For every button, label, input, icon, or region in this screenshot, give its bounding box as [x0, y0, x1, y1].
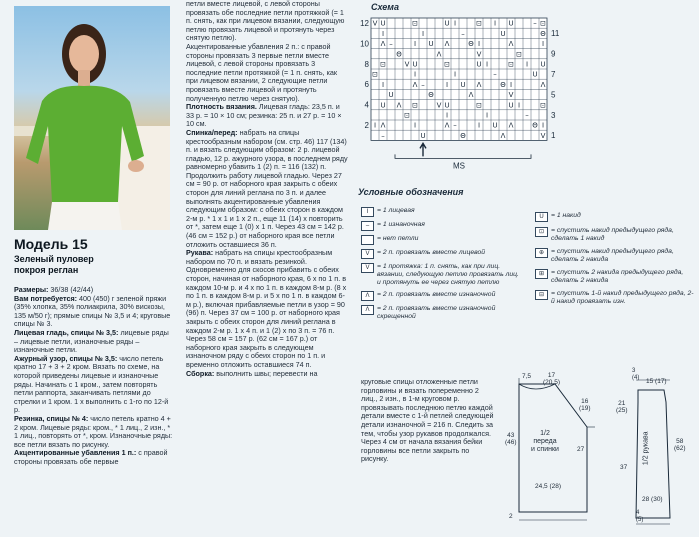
subtitle-line-2: покроя реглан	[14, 264, 79, 275]
chart-arrow-icon	[420, 143, 426, 156]
paragraph-text: петли вместе лицевой, с левой стороны провязать обе последние петли протяжкой (= 1 п. снять, как при лицевом вязании, следующую петлю провязать лицевой и протянуть через снятую петлю).	[186, 0, 345, 43]
legend-symbol: ⊡	[535, 227, 548, 237]
chart-stitch-symbol: Λ	[508, 40, 514, 49]
chart-stitch-symbol: ⊡	[380, 60, 386, 69]
chart-stitch-symbol: ⊡	[540, 19, 546, 28]
p2-top-l-b: (4)	[632, 374, 640, 381]
paragraph-text: набрать на спицы крестообразным набором по 70 п. и вязать резинкой. Одновременно для скосов прибавить с обеих сторон, начиная от наборного края, 6 х по 1 п. в каждом 10-м р. и 4 х по 1 п. в каждом 8-м р. (8 х по 1 п. в каждом 8-м р. и 5 х по 1 п. в каждом 6-м р.), включая прибавляемые петли в узор = 90 (96) п. Через 37 см = 100 р. от наборного края закрыть с обеих сторон для линий реглана в каждом 2-м р. 1 х 4 п. и 1 (2) х по 3 п. = 76 п. Через 58 см = 157 р. (62 см = 167 р.) от наборного края закрыть в следующем изнаночном ряду с обеих сторон по 1 п. и временно отложить оставшиеся 74 п.	[186, 248, 347, 369]
chart-stitch-symbol: –	[525, 111, 529, 120]
paragraph-text: Лицевая гладь: 23,5 п. и 33 р. = 10 × 10 см; резинка: 25 п. и 27 р. = 10 × 10 см.	[186, 102, 342, 129]
knitting-chart	[361, 14, 561, 179]
paragraph	[14, 355, 174, 415]
chart-stitch-symbol: U	[380, 19, 386, 28]
p2-top-l-a: 3	[632, 368, 636, 374]
chart-stitch-symbol: I	[477, 121, 481, 130]
p2-right-b: (62)	[674, 445, 686, 452]
paragraph-heading: Вам потребуется:	[14, 293, 78, 303]
chart-stitch-symbol: Λ	[444, 40, 450, 49]
chart-row-number-left: 12	[360, 19, 369, 28]
sleeve-pattern	[608, 368, 696, 532]
chart-stitch-symbol: I	[445, 80, 449, 89]
chart-stitch-symbol: V	[508, 91, 514, 100]
legend-text: = спустить накид предыдущего ряда, сделать 2 накида	[551, 248, 674, 263]
chart-stitch-symbol: –	[533, 19, 537, 28]
paragraph	[186, 103, 348, 129]
p2-top-left	[632, 368, 639, 381]
paragraph	[186, 370, 348, 379]
legend-text: = 1 лицевая	[377, 207, 415, 214]
legend-item	[361, 263, 523, 287]
paragraph	[186, 0, 348, 43]
p1-left-side-a: 43	[507, 432, 515, 439]
legend-symbol: I	[361, 207, 374, 217]
chart-stitch-symbol: ⊡	[516, 50, 522, 59]
instructions-column-1	[14, 286, 174, 466]
legend-item	[361, 291, 523, 301]
legend-item	[535, 227, 695, 243]
paragraph-heading: Спинка/перед:	[186, 127, 238, 137]
p1-bottom-h: 2	[509, 513, 513, 520]
chart-stitch-symbol: I	[373, 121, 377, 130]
chart-stitch-symbol: ⊡	[412, 101, 418, 110]
legend-item	[361, 221, 523, 231]
paragraph-text: выполнить швы; перевести на	[214, 368, 318, 378]
legend-symbol: ⊟	[535, 290, 548, 300]
paragraph-heading: Плотность вязания.	[186, 102, 257, 112]
chart-stitch-symbol: I	[413, 40, 417, 49]
legend-item	[535, 269, 695, 285]
paragraph-heading: Рукава:	[186, 248, 214, 258]
model-title: Модель 15	[14, 236, 88, 252]
chart-stitch-symbol: I	[493, 19, 497, 28]
model-subtitle	[14, 254, 94, 275]
chart-row-number-right: 3	[551, 110, 556, 120]
chart-row-number-left: 2	[364, 121, 369, 130]
legend-text: = спустить 2 накида предыдущего ряда, сделать 2 накида	[551, 269, 684, 284]
chart-stitch-symbol: Θ	[396, 50, 402, 59]
chart-stitch-symbol: Λ	[500, 131, 506, 140]
p1-left-side	[505, 432, 517, 446]
legend-item	[535, 290, 695, 306]
legend-item	[361, 235, 523, 245]
chart-stitch-symbol: V	[436, 101, 442, 110]
chart-stitch-symbol: I	[541, 121, 545, 130]
chart-stitch-symbol: U	[508, 101, 514, 110]
p2-right-a: 58	[676, 438, 684, 445]
legend-text: = спустить 1-й накид предыдущего ряда, 2-й накид провязать изн.	[551, 290, 694, 305]
model-photo	[14, 6, 170, 230]
p2-bottom: 28 (30)	[642, 496, 663, 503]
instructions-column-2	[186, 0, 348, 378]
paragraph	[14, 295, 174, 329]
chart-stitch-symbol: ⊡	[476, 19, 482, 28]
paragraph-heading: Размеры:	[14, 285, 49, 294]
p1-right-mid: 27	[577, 446, 585, 453]
chart-stitch-symbol: U	[508, 19, 514, 28]
chart-stitch-symbol: Λ	[412, 80, 418, 89]
chart-row-number-left: 10	[360, 39, 369, 49]
p1-left-side-b: (46)	[505, 439, 517, 446]
chart-stitch-symbol: I	[477, 40, 481, 49]
chart-stitch-symbol: ⊡	[476, 101, 482, 110]
chart-stitch-symbol: Θ	[540, 29, 546, 38]
chart-stitch-symbol: I	[517, 101, 521, 110]
chart-stitch-symbol: –	[493, 70, 497, 79]
chart-stitch-symbol: U	[444, 19, 450, 28]
chart-stitch-symbol: Θ	[428, 91, 434, 100]
legend-text: = 1 накид	[551, 212, 581, 219]
chart-stitch-symbol: Θ	[532, 121, 538, 130]
chart-stitch-symbol: I	[541, 40, 545, 49]
legend-text: = 2 п. провязать вместе изнаночной	[377, 291, 496, 298]
paragraph-text: число петель кратно 17 + 3 + 2 кром. Вязать по схеме, на которой приведены лицевые и изнаночные ряды. Начинать с 1 кром., затем повторять петли раппорта, заканчивать петлями до стрелки и 1 кром. 1 х выполнить с 1-го по 12-й р.	[14, 353, 169, 415]
chart-row-number-right: 9	[551, 49, 556, 59]
instructions-column-3: круговые спицы отложенные петли горловины и вязать попеременно 2 лиц., 2 изн., в 1-м круговом р. провязывать последнюю петлю каждой детали вместе с 1-й петлей следующей детали изнаночной = 216 п. Следить за тем, чтобы узор рукавов продолжался. Через 4 см от начала вязания бейки горловины все петли закрыть по рисунку.	[361, 377, 494, 464]
scheme-title: Схема	[371, 2, 399, 12]
p2-left-mid: 37	[620, 464, 628, 471]
chart-stitch-symbol: Λ	[508, 121, 514, 130]
chart-stitch-symbol: U	[444, 101, 450, 110]
legend-item	[361, 305, 523, 321]
legend-item	[361, 249, 523, 259]
chart-row-number-right: 1	[551, 131, 556, 141]
p2-bottom-h	[636, 510, 643, 523]
p1-top-mid-b: (20,5)	[543, 379, 560, 386]
chart-stitch-symbol: U	[532, 70, 538, 79]
chart-stitch-symbol: ⊡	[540, 101, 546, 110]
chart-stitch-symbol: V	[404, 60, 410, 69]
chart-stitch-symbol: –	[389, 40, 393, 49]
paragraph	[186, 129, 348, 249]
paragraph	[186, 249, 348, 369]
chart-stitch-symbol: Θ	[468, 40, 474, 49]
subtitle-line-1: Зеленый пуловер	[14, 254, 94, 264]
legend-item	[535, 248, 695, 264]
chart-stitch-symbol: U	[428, 40, 434, 49]
chart-stitch-symbol: Λ	[476, 80, 482, 89]
chart-stitch-symbol: Λ	[380, 40, 386, 49]
chart-row-number-left: 4	[364, 100, 369, 110]
p2-bottom-h-a: 4	[636, 510, 640, 516]
legend-symbol: V	[361, 263, 374, 273]
chart-stitch-symbol: I	[485, 111, 489, 120]
model-photo-illustration	[14, 6, 170, 230]
legend-item	[361, 207, 523, 217]
paragraph-heading: Лицевая гладь, спицы № 3,5:	[14, 327, 119, 337]
chart-stitch-symbol: Θ	[500, 80, 506, 89]
chart-stitch-symbol: U	[388, 91, 394, 100]
legend-text: = 2 п. провязать вместе лицевой	[377, 249, 486, 256]
chart-stitch-symbol: ⊡	[404, 111, 410, 120]
legend-symbol: Λ	[361, 305, 374, 315]
p2-left-top-b: (25)	[616, 407, 628, 414]
chart-stitch-symbol: Λ	[468, 91, 474, 100]
p1-right-top-a: 16	[581, 398, 589, 405]
knitting-chart-svg	[361, 14, 561, 174]
chart-stitch-symbol: Θ	[460, 131, 466, 140]
chart-stitch-symbol: V	[540, 131, 546, 140]
chart-stitch-symbol: I	[381, 80, 385, 89]
paragraph-text: 36/38 (42/44)	[48, 285, 94, 294]
p1-right-top-b: (19)	[579, 405, 591, 412]
legend-right	[535, 212, 695, 306]
paragraph	[14, 415, 174, 449]
chart-stitch-symbol: V	[372, 19, 378, 28]
chart-stitch-symbol: U	[412, 60, 418, 69]
legend-text: = 1 протяжка: 1 п. снять, как при лиц. вязании, следующую петлю провязать лиц. и протянуть ее через снятую петлю	[377, 263, 519, 286]
legend-item	[535, 212, 695, 222]
legend-symbol: V	[361, 249, 374, 259]
chart-stitch-symbol: ⊡	[444, 60, 450, 69]
legend-text: = 1 изнаночная	[377, 221, 425, 228]
p2-sleeve-label: 1/2 рукава	[642, 431, 650, 466]
chart-stitch-symbol: I	[381, 29, 385, 38]
p2-bottom-h-b: (5)	[636, 516, 644, 523]
p2-left-top-a: 21	[618, 400, 626, 407]
chart-stitch-symbol: ⊡	[412, 19, 418, 28]
p1-label-2: переда	[533, 438, 557, 445]
legend-title: Условные обозначения	[358, 187, 464, 197]
chart-stitch-symbol: U	[540, 60, 546, 69]
paragraph-text: набрать на спицы крестообразным набором (см. стр. 46) 117 (134) п. и вязать следующим образом: 2 р. лицевой гладью, 12 р. ажурного узора, в последнем ряду равномерно убавить 1 (2) п. = 116 (132) п. Продолжить работу лицевой гладью. Через 27 см = 90 р. от наборного края закрыть с обеих сторон для линий реглана по 3 п. и далее выполнять акцентированные убавления следующим образом: с обеих сторон в каждом 2-м р. * 1 х 1 и 1 х 2 п., еще 11 (14) х повторить от *, затем еще 1 (0) х 1 п. Через 43 см = 142 р. (46 см = 152 р.) от наборного края все петли отложить оставшиеся 36 п.	[186, 127, 348, 249]
chart-ms-label: MS	[453, 161, 465, 171]
legend-symbol: ⊕	[535, 248, 548, 258]
legend-text: = 2 п. провязать вместе изнаночной скрещенной	[377, 305, 496, 320]
chart-ms-bracket	[395, 154, 531, 158]
legend-symbol: ⊞	[535, 269, 548, 279]
chart-stitch-symbol: U	[476, 60, 482, 69]
paragraph-heading: Резинка, спицы № 4:	[14, 413, 89, 423]
chart-row-number-right: 11	[551, 29, 560, 39]
chart-stitch-symbol: –	[461, 29, 465, 38]
legend-symbol	[361, 235, 374, 245]
paragraph-text: число петель кратно 4 + 2 кром. Лицевые ряды: кром., * 1 лиц., 2 изн., * 1 лиц., повторять от *, кром. Изнаночные ряды: все петли вязать по рисунку.	[14, 413, 173, 449]
chart-row-number-right: 7	[551, 70, 556, 79]
chart-row-number-left: 6	[364, 80, 369, 90]
legend-symbol: U	[535, 212, 548, 222]
chart-stitch-symbol: Λ	[380, 121, 386, 130]
chart-stitch-symbol: U	[492, 121, 498, 130]
chart-stitch-symbol: ⊡	[372, 70, 378, 79]
p2-left-top	[616, 400, 628, 414]
chart-stitch-symbol: I	[485, 60, 489, 69]
legend-symbol: –	[361, 221, 374, 231]
chart-stitch-symbol: V	[476, 50, 482, 59]
paragraph-text: лицевые ряды – лицевые петли, изнаночные ряды – изнаночные петли.	[14, 327, 169, 355]
chart-stitch-symbol: –	[421, 80, 425, 89]
chart-stitch-symbol: –	[381, 131, 385, 140]
chart-stitch-symbol: I	[445, 111, 449, 120]
paragraph-heading: Акцентированные убавления 1 п.:	[14, 448, 137, 458]
p2-top-mid: 15 (17)	[646, 378, 667, 385]
chart-stitch-symbol: –	[453, 121, 457, 130]
legend-symbol: Λ	[361, 291, 374, 301]
chart-stitch-symbol: I	[525, 60, 529, 69]
chart-stitch-symbol: I	[453, 70, 457, 79]
p1-top-left: 7,5	[522, 373, 532, 380]
chart-row-number-left: 8	[364, 59, 369, 69]
chart-stitch-symbol: I	[413, 121, 417, 130]
chart-stitch-symbol: U	[380, 101, 386, 110]
paragraph-heading: Ажурный узор, спицы № 3,5:	[14, 353, 118, 363]
paragraph-text: 400 (450) г зеленой пряжи (35% хлопка, 35% полиакрила, 30% вискозы, 135 м/50 г); прямые спицы № 3,5 и 4; круговые спицы № 3.	[14, 293, 171, 329]
p1-label-1: 1/2	[540, 430, 550, 437]
chart-stitch-symbol: I	[421, 29, 425, 38]
p1-label-3: и спинки	[531, 446, 559, 453]
p1-right-top	[579, 398, 591, 412]
p1-top-mid-a: 17	[547, 372, 556, 379]
p1-center-label	[527, 430, 563, 454]
chart-grid	[371, 18, 547, 140]
paragraph-text: с правой стороны провязать обе первые	[14, 448, 168, 466]
paragraph	[14, 449, 174, 466]
chart-stitch-symbol: I	[413, 70, 417, 79]
p2-right	[674, 438, 686, 452]
chart-stitch-symbol: I	[509, 80, 513, 89]
chart-stitch-symbol: Λ	[444, 121, 450, 130]
p1-bottom: 24,5 (28)	[535, 483, 562, 490]
p1-top-mid	[543, 372, 560, 386]
chart-row-number-right: 5	[551, 90, 556, 100]
legend-text: = нет петли	[377, 235, 419, 242]
chart-stitch-symbol: Λ	[436, 50, 442, 59]
chart-stitch-symbol: Λ	[540, 80, 546, 89]
front-back-pattern	[499, 372, 599, 532]
legend-left	[361, 207, 523, 321]
paragraph-text: Акцентированные убавления 2 п.: с правой стороны провязать 3 первые петли вместе лицевой, с левой стороны провязать 3 последние петли протяжкой (= 1 п. снять, как при лицевом вязании, 2 следующие петли провязать вместе лицевой и протянуть полученную петлю через снятую).	[186, 41, 338, 103]
legend-text: = спустить накид предыдущего ряда, сделать 1 накид	[551, 227, 674, 242]
chart-stitch-symbol: Λ	[396, 101, 402, 110]
chart-stitch-symbol: U	[460, 80, 466, 89]
paragraph	[14, 329, 174, 355]
chart-stitch-symbol: U	[500, 29, 506, 38]
chart-stitch-symbol: I	[453, 19, 457, 28]
paragraph-heading: Сборка:	[186, 368, 215, 378]
chart-stitch-symbol: U	[420, 131, 426, 140]
chart-stitch-symbol: ⊡	[508, 60, 514, 69]
paragraph	[186, 43, 348, 103]
